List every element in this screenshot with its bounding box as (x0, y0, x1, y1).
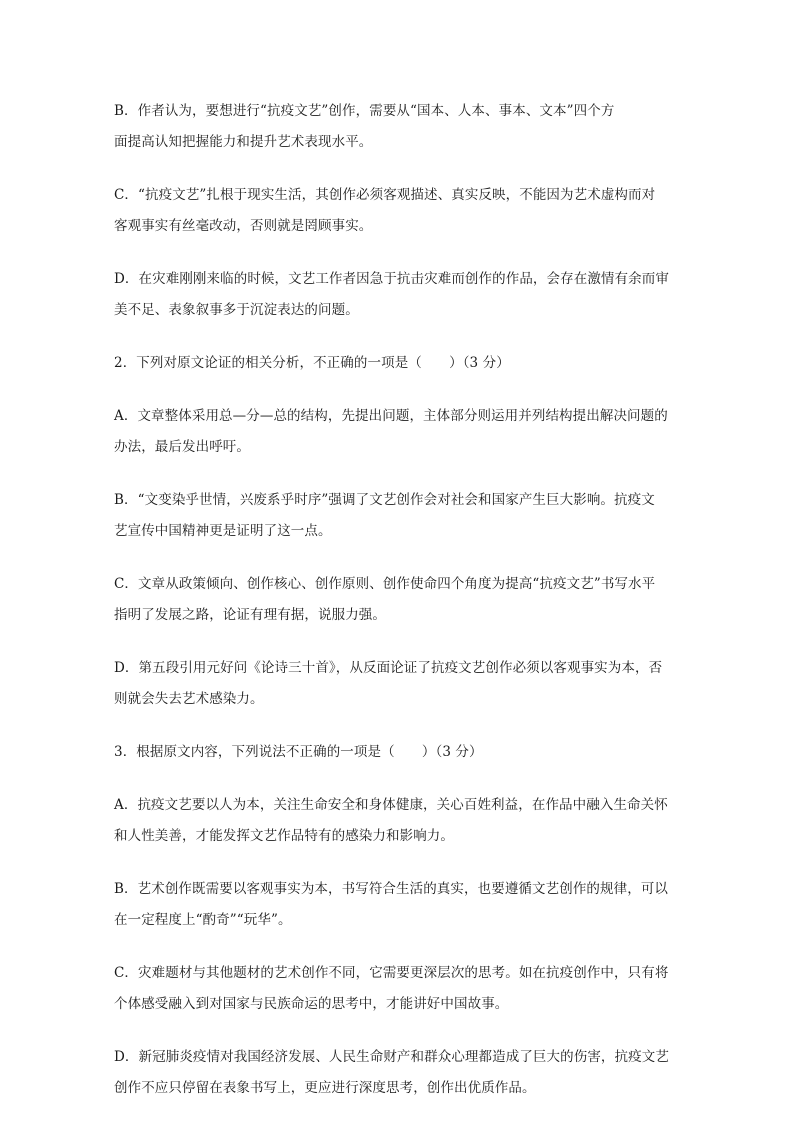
option-d-q1 (114, 264, 684, 326)
text-line: C．灾难题材与其他题材的艺术创作不同，它需要更深层次的思考。如在抗疫创作中，只有将 (114, 965, 669, 981)
text-line: C．“抗疫文艺”扎根于现实生活，其创作必须客观描述、真实反映，不能因为艺术虚构而对 (114, 187, 656, 203)
option-d-q2 (114, 653, 684, 715)
text-line: 个体感受融入到对国家与民族命运的思考中，才能讲好中国故事。 (114, 996, 509, 1012)
option-b-q3 (114, 874, 684, 936)
option-a-q2 (114, 401, 684, 463)
text-line: 指明了发展之路，论证有理有据，说服力强。 (114, 607, 386, 623)
text-line: 创作不应只停留在表象书写上，更应进行深度思考，创作出优质作品。 (114, 1080, 536, 1096)
text-line: C．文章从政策倾向、创作核心、创作原则、创作使命四个角度为提高“抗疫文艺”书写水平 (114, 576, 656, 592)
text-line: 艺宣传中国精神更是证明了这一点。 (114, 523, 332, 539)
question-3-stem: 3．根据原文内容，下列说法不正确的一项是（ ）（3 分） (114, 744, 483, 760)
text-line: A．文章整体采用总—分—总的结构，先提出问题，主体部分则运用并列结构提出解决问题的 (114, 408, 668, 424)
question-content (114, 96, 684, 1126)
text-line: 面提高认知把握能力和提升艺术表现水平。 (114, 134, 373, 150)
question-2-stem: 2．下列对原文论证的相关分析，不正确的一项是（ ）（3 分） (114, 355, 510, 371)
text-line: D．在灾难刚刚来临的时候，文艺工作者因急于抗击灾难而创作的作品，会存在激情有余而审 (114, 271, 669, 287)
option-c-q2 (114, 569, 684, 631)
option-b-q2 (114, 485, 684, 547)
text-line: D．第五段引用元好问《论诗三十首》，从反面论证了抗疫文艺创作必须以客观事实为本，否 (114, 660, 663, 676)
text-line: B．“文变染乎世情，兴废系乎时序”强调了文艺创作会对社会和国家产生巨大影响。抗疫文 (114, 492, 655, 508)
text-line: 和人性美善，才能发挥文艺作品特有的感染力和影响力。 (114, 828, 454, 844)
text-line: 客观事实有丝毫改动，否则就是罔顾事实。 (114, 218, 373, 234)
option-c-q1 (114, 180, 684, 242)
text-line: A．抗疫文艺要以人为本，关注生命安全和身体健康，关心百姓利益，在作品中融入生命关怀 (114, 797, 668, 813)
text-line: 美不足、表象叙事多于沉淀表达的问题。 (114, 302, 359, 318)
option-a-q3 (114, 790, 684, 852)
text-line: D．新冠肺炎疫情对我国经济发展、人民生命财产和群众心理都造成了巨大的伤害，抗疫文艺 (114, 1049, 669, 1065)
option-c-q3 (114, 958, 684, 1020)
option-d-q3 (114, 1042, 684, 1104)
text-line: 则就会失去艺术感染力。 (114, 691, 264, 707)
text-line: B．作者认为，要想进行“抗疫文艺”创作，需要从“国本、人本、事本、文本”四个方 (114, 103, 615, 119)
text-line: 在一定程度上“酌奇”“玩华”。 (114, 912, 292, 928)
option-b-q1 (114, 96, 684, 158)
text-line: B．艺术创作既需要以客观事实为本，书写符合生活的真实，也要遵循文艺创作的规律，可以 (114, 881, 669, 897)
text-line: 办法，最后发出呼吁。 (114, 439, 250, 455)
